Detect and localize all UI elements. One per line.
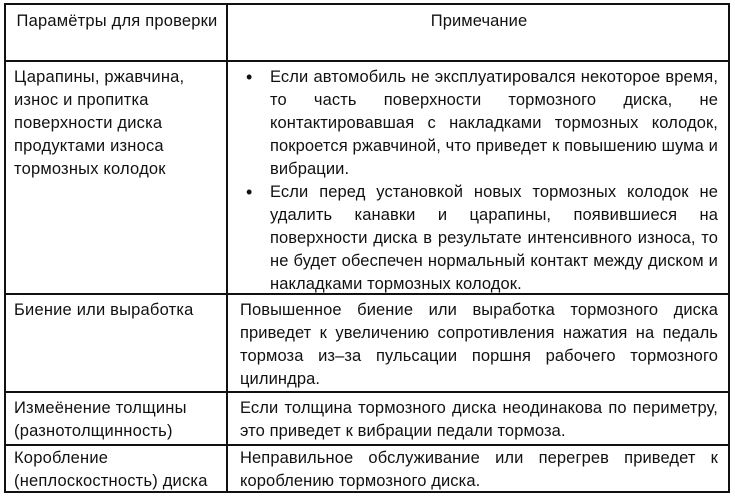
row-note: Повышенное биение или выработка тормозного диска приведет к увеличению сопротивления нажатия на педаль тормоза из–за пульсации поршня рабочего тормозного цилиндра. xyxy=(240,301,718,388)
notes-list xyxy=(240,66,718,296)
row-notes xyxy=(228,62,728,293)
row-param: Царапины, ржавчина, износ и пропитка поверхности диска продуктами износа тормозных колодок xyxy=(6,62,228,293)
row-param: Измеёнение толщины (разнотолщинность) xyxy=(6,393,228,444)
header-notes: Примечание xyxy=(430,12,528,30)
note-item: • Если перед установкой новых тормозных колодок не удалить канавки и царапины, появившиеся на поверхности диска в результате интенсивного износа, то не будет обеспечен нормальный контакт между диском и накладками тормозных колодок. xyxy=(240,181,718,296)
note-item: • Если автомобиль не эксплуатировался некоторое время, то часть поверхности тормозного диска, не контактировавшая с накладками тормозных колодок, покроется ржавчиной, что приведет к повышению шума и вибрации. xyxy=(240,66,718,181)
row-param: Коробление (неплоскостность) диска xyxy=(6,446,228,491)
row-param: Биение или выработка xyxy=(6,295,228,391)
table-row xyxy=(6,393,728,446)
row-note: Неправильное обслуживание или перегрев приведет к короблению тормозного диска. xyxy=(240,449,718,490)
table-row xyxy=(6,62,728,295)
brake-disc-check-table xyxy=(4,3,730,493)
header-params: Парамётры для проверки xyxy=(6,5,228,60)
table-row xyxy=(6,446,728,491)
table-row xyxy=(6,295,728,393)
row-note: Если толщина тормозного диска неодинакова по периметру, это приведет к вибрации педали тормоза. xyxy=(240,399,718,440)
table-header-row xyxy=(6,5,728,62)
